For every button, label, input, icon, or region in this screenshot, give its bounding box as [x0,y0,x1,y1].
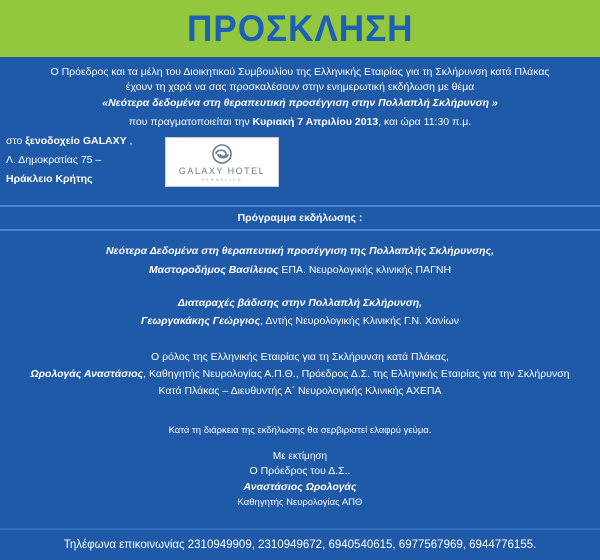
contact-footer [0,528,600,560]
venue-city: Ηράκλειο Κρήτης [6,173,93,185]
intro-line-1: Ο Πρόεδρος και τα μέλη του Διοικητικού Συμβουλίου της Ελληνικής Εταιρίας για τη Σκλήρυνση κατά Πλάκας [50,66,550,78]
talk-2-speaker-name: Γεωργακάκης Γεώργιος [140,315,261,327]
hotel-logo-text: GALAXY HOTEL [178,165,266,176]
venue-prefix: στο [6,135,26,147]
program-heading: Πρόγραμμα εκδήλωσης : [237,212,363,224]
venue-hotel: ξενοδοχείο GALAXY [25,135,127,147]
talk-1-speaker-name: Μαστοροδήμος Βασίλειος [148,264,279,276]
title-banner [0,0,600,57]
galaxy-hotel-logo [165,137,279,187]
talk-3-affiliation: , Καθηγητής Νευρολογίας Α.Π.Θ., Πρόεδρος Δ.Σ. της Ελληνικής Εταιρίας για την Σκλήρυνση [143,368,570,380]
talk-1-affiliation: ΕΠΑ. Νευρολογικής κλινικής ΠΑΓΝΗ [278,264,452,276]
venue-hotel-suffix: , [126,135,133,147]
contact-phones: Τηλέφωνα επικοινωνίας 2310949909, 2310949672, 6940540615, 6977567969, 6944776155. [63,539,537,551]
talk-3-speaker [0,368,600,381]
closing-role: Ο Πρόεδρος του Δ.Σ.. [249,465,351,477]
refreshment-note: Κατά τη διάρκεια της εκδήλωσης θα σερβιριστεί ελαφρύ γεύμα. [168,425,432,436]
galaxy-swirl-icon [211,143,233,165]
talk-1-title: Νεότερα Δεδομένα στη θεραπευτική προσέγγιση της Πολλαπλής Σκλήρυνσης, [105,245,495,257]
intro-line-2: έχουν τη χαρά να σας προσκαλέσουν στην ενημερωτική εκδήλωση με θέμα [125,81,475,93]
talk-2-title: Διαταραχές βάδισης στην Πολλαπλή Σκλήρυνση, [177,297,423,309]
venue-address: Λ. Δημοκρατίας 75 – [6,154,102,166]
talk-3-affiliation-2: Κατά Πλάκας – Διευθυντής Α΄ Νευρολογικής Κλινικής ΑΧΕΠΑ [158,385,442,397]
venue-hotel-line [6,135,132,148]
hotel-logo-sub: HERAKLION [201,176,243,182]
closing-name: Αναστάσιος Ωρολογάς [243,481,357,493]
event-when [0,116,600,129]
talk-2-speaker [0,315,600,328]
talk-3-speaker-name: Ωρολογάς Αναστάσιος [30,368,144,380]
section-divider-bottom [0,229,600,231]
when-prefix: που πραγματοποιείται την [128,116,253,128]
event-date: Κυριακή 7 Απριλίου 2013 [252,116,379,128]
section-divider-top [0,205,600,207]
page-title: ΠΡΟΣΚΛΗΣΗ [186,7,414,49]
when-suffix: , και ώρα 11:30 π.μ. [378,116,472,128]
talk-1-speaker [0,264,600,277]
closing-regards: Με εκτίμηση [272,451,328,462]
closing-title: Καθηγητής Νευρολογίας ΑΠΘ [237,497,363,508]
talk-3-title: Ο ρόλος της Ελληνικής Εταιρίας για τη Σκλήρυνση κατά Πλάκας, [151,351,449,363]
talk-2-affiliation: , Δντής Νευρολογικής Κλινικής Γ.Ν. Χανίων [260,315,460,327]
event-topic: «Νεότερα δεδομένα στη θεραπευτική προσέγγιση στην Πολλαπλή Σκλήρυνση » [102,97,498,109]
